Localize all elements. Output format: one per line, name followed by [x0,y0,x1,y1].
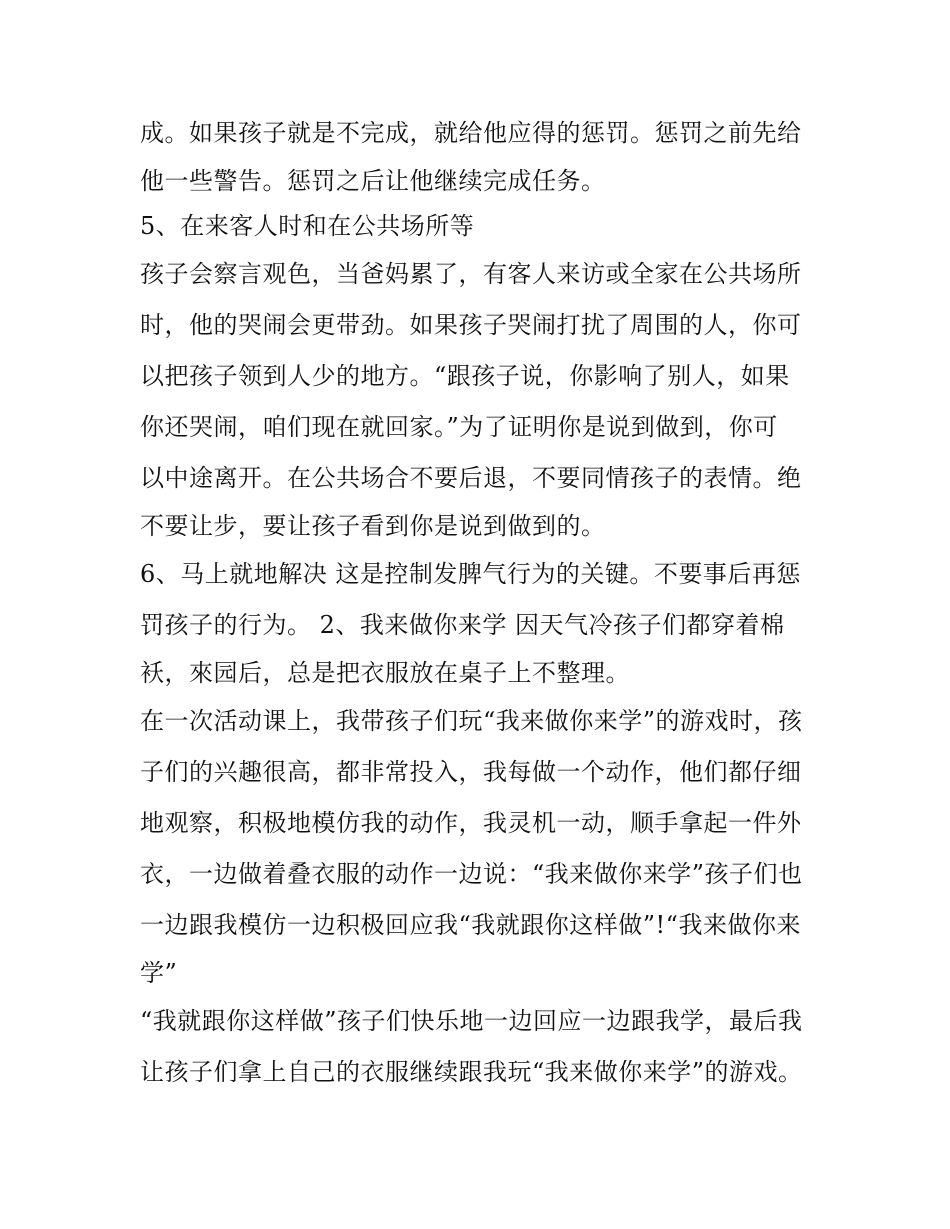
text-line: 让孩子们拿上自己的衣服继续跟我玩“我来做你来学”的游戏。 [140,1058,803,1086]
text-line: 以把孩子领到人少的地方。“跟孩子说，你影响了别人，如果 [140,362,790,390]
text-line: 孩子会察言观色，当爸妈累了，有客人来访或全家在公共场所 [140,260,802,288]
text-line: 以中途离开。在公共场合不要后退，不要同情孩子的表情。绝 [140,464,802,492]
text-line: 他一些警告。惩罚之后让他继续完成任务。 [140,167,606,195]
section-heading: 6、马上就地解决 这是控制发脾气行为的关键。不要事后再惩 [140,560,801,588]
text-line: “我就跟你这样做”孩子们快乐地一边回应一边跟我学，最后我 [140,1007,803,1035]
document-body [140,108,820,1098]
text-line: 子们的兴趣很高，都非常投入，我每做一个动作，他们都仔细 [140,758,802,786]
text-line: 时，他的哭闹会更带劲。如果孩子哭闹打扰了周围的人，你可 [140,311,802,339]
text-line: 不要让步，要让孩子看到你是说到做到的。 [140,512,606,540]
text-line: 袄，來园后，总是把衣服放在桌子上不整理。 [140,659,630,687]
text-line: 成。如果孩子就是不完成，就给他应得的惩罚。惩罚之前先给 [140,119,802,147]
text-line: 学” [140,959,178,987]
text-line: 衣，一边做着叠衣服的动作一边说：“我来做你来学”孩子们也 [140,860,803,888]
text-line: 你还哭闹，咱们现在就回家。”为了证明你是说到做到，你可 [140,413,778,441]
text-line: 在一次活动课上，我带孩子们玩“我来做你来学”的游戏时，孩 [140,707,803,735]
section-heading: 5、在来客人时和在公共场所等 [140,212,475,240]
text-line: 地观察，积极地模仿我的动作，我灵机一动，顺手拿起一件外 [140,809,802,837]
text-line: 罚孩子的行为。 2、我来做你来学 因天气冷孩子们都穿着棉 [140,611,785,639]
text-line: 一边跟我模仿一边积极回应我“我就跟你这样做”!“我来做你来 [140,911,801,939]
